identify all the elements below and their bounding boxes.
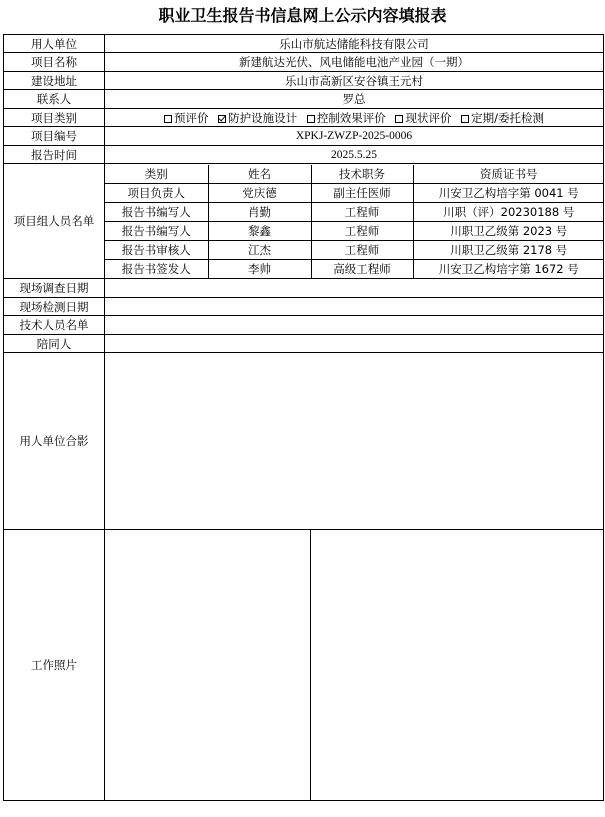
member-name: 肖勤 (208, 202, 311, 221)
employer-value: 乐山市航达储能科技有限公司 (105, 35, 604, 53)
category-option-status-eval[interactable] (395, 111, 451, 125)
tech-staff-label: 技术人员名单 (4, 316, 105, 335)
member-cert: 川职（评）20230188 号 (413, 202, 604, 221)
row-employer (4, 35, 604, 53)
table-row (105, 183, 604, 202)
row-group-photo (4, 353, 604, 530)
group-photo-area (105, 353, 604, 530)
table-row (105, 202, 604, 221)
survey-date-value (105, 279, 604, 298)
project-name-label: 项目名称 (4, 53, 105, 72)
member-name: 黎鑫 (208, 221, 311, 240)
member-cert: 川安卫乙构培字第 1672 号 (413, 259, 604, 278)
member-role: 报告书编写人 (105, 221, 208, 240)
member-title: 工程师 (311, 240, 413, 259)
member-role: 项目负责人 (105, 183, 208, 202)
row-project-no (4, 127, 604, 146)
option-label: 防护设施设计 (228, 110, 298, 125)
team-header-name: 姓名 (208, 165, 311, 184)
row-category (4, 109, 604, 127)
row-team (4, 164, 604, 279)
member-role: 报告书审核人 (105, 240, 208, 259)
category-option-periodic-test[interactable] (461, 111, 544, 125)
checkbox-icon[interactable] (164, 115, 172, 123)
site-label: 建设地址 (4, 72, 105, 90)
row-site (4, 72, 604, 90)
team-label: 项目组人员名单 (4, 164, 105, 279)
project-no-label: 项目编号 (4, 127, 105, 146)
checkbox-icon[interactable] (461, 115, 469, 123)
team-header-cert: 资质证书号 (413, 165, 604, 184)
member-role: 报告书签发人 (105, 259, 208, 278)
employer-label: 用人单位 (4, 35, 105, 53)
row-accompany (4, 335, 604, 353)
table-row (105, 221, 604, 240)
row-tech-staff (4, 316, 604, 335)
work-photo-area-right (311, 530, 604, 801)
table-row (105, 240, 604, 259)
member-cert: 川职卫乙级第 2178 号 (413, 240, 604, 259)
member-name: 李帅 (208, 259, 311, 278)
option-label: 预评价 (174, 110, 209, 125)
member-role: 报告书编写人 (105, 202, 208, 221)
member-cert: 川安卫乙构培字第 0041 号 (413, 183, 604, 202)
project-no-value: XPKJ-ZWZP-2025-0006 (105, 127, 604, 146)
row-test-date (4, 298, 604, 316)
category-label: 项目类别 (4, 109, 105, 127)
category-option-protective-design[interactable] (218, 111, 297, 125)
row-survey-date (4, 279, 604, 298)
report-time-value: 2025.5.25 (105, 146, 604, 164)
checkbox-checked-icon[interactable] (218, 115, 226, 123)
table-row (105, 259, 604, 278)
group-photo-label: 用人单位合影 (4, 353, 105, 530)
team-table (105, 165, 604, 278)
accompany-label: 陪同人 (4, 335, 105, 353)
member-name: 江杰 (208, 240, 311, 259)
disclosure-form (3, 34, 604, 801)
member-title: 高级工程师 (311, 259, 413, 278)
work-photo-area-left (105, 530, 311, 801)
category-option-pre-eval[interactable] (164, 111, 209, 125)
row-report-time (4, 146, 604, 164)
team-header-role: 类别 (105, 165, 208, 184)
row-project-name (4, 53, 604, 72)
survey-date-label: 现场调查日期 (4, 279, 105, 298)
checkbox-icon[interactable] (395, 115, 403, 123)
member-title: 副主任医师 (311, 183, 413, 202)
test-date-label: 现场检测日期 (4, 298, 105, 316)
option-label: 定期/委托检测 (471, 110, 544, 125)
contact-label: 联系人 (4, 90, 105, 109)
member-name: 党庆德 (208, 183, 311, 202)
category-options (105, 109, 604, 127)
contact-value: 罗总 (105, 90, 604, 109)
accompany-value (105, 335, 604, 353)
form-title: 职业卫生报告书信息网上公示内容填报表 (158, 6, 447, 25)
member-title: 工程师 (311, 202, 413, 221)
member-title: 工程师 (311, 221, 413, 240)
option-label: 控制效果评价 (316, 110, 386, 125)
project-name-value: 新建航达光伏、风电储能电池产业园（一期） (105, 53, 604, 72)
work-photo-label: 工作照片 (4, 530, 105, 801)
row-work-photo (4, 530, 604, 801)
category-option-control-eval[interactable] (307, 111, 386, 125)
test-date-value (105, 298, 604, 316)
team-header-row (105, 165, 604, 184)
member-cert: 川职卫乙级第 2023 号 (413, 221, 604, 240)
checkbox-icon[interactable] (307, 115, 315, 123)
team-table-cell (105, 164, 604, 279)
report-time-label: 报告时间 (4, 146, 105, 164)
site-value: 乐山市高新区安谷镇王元村 (105, 72, 604, 90)
tech-staff-value (105, 316, 604, 335)
row-contact (4, 90, 604, 109)
team-header-title: 技术职务 (311, 165, 413, 184)
option-label: 现状评价 (405, 110, 452, 125)
